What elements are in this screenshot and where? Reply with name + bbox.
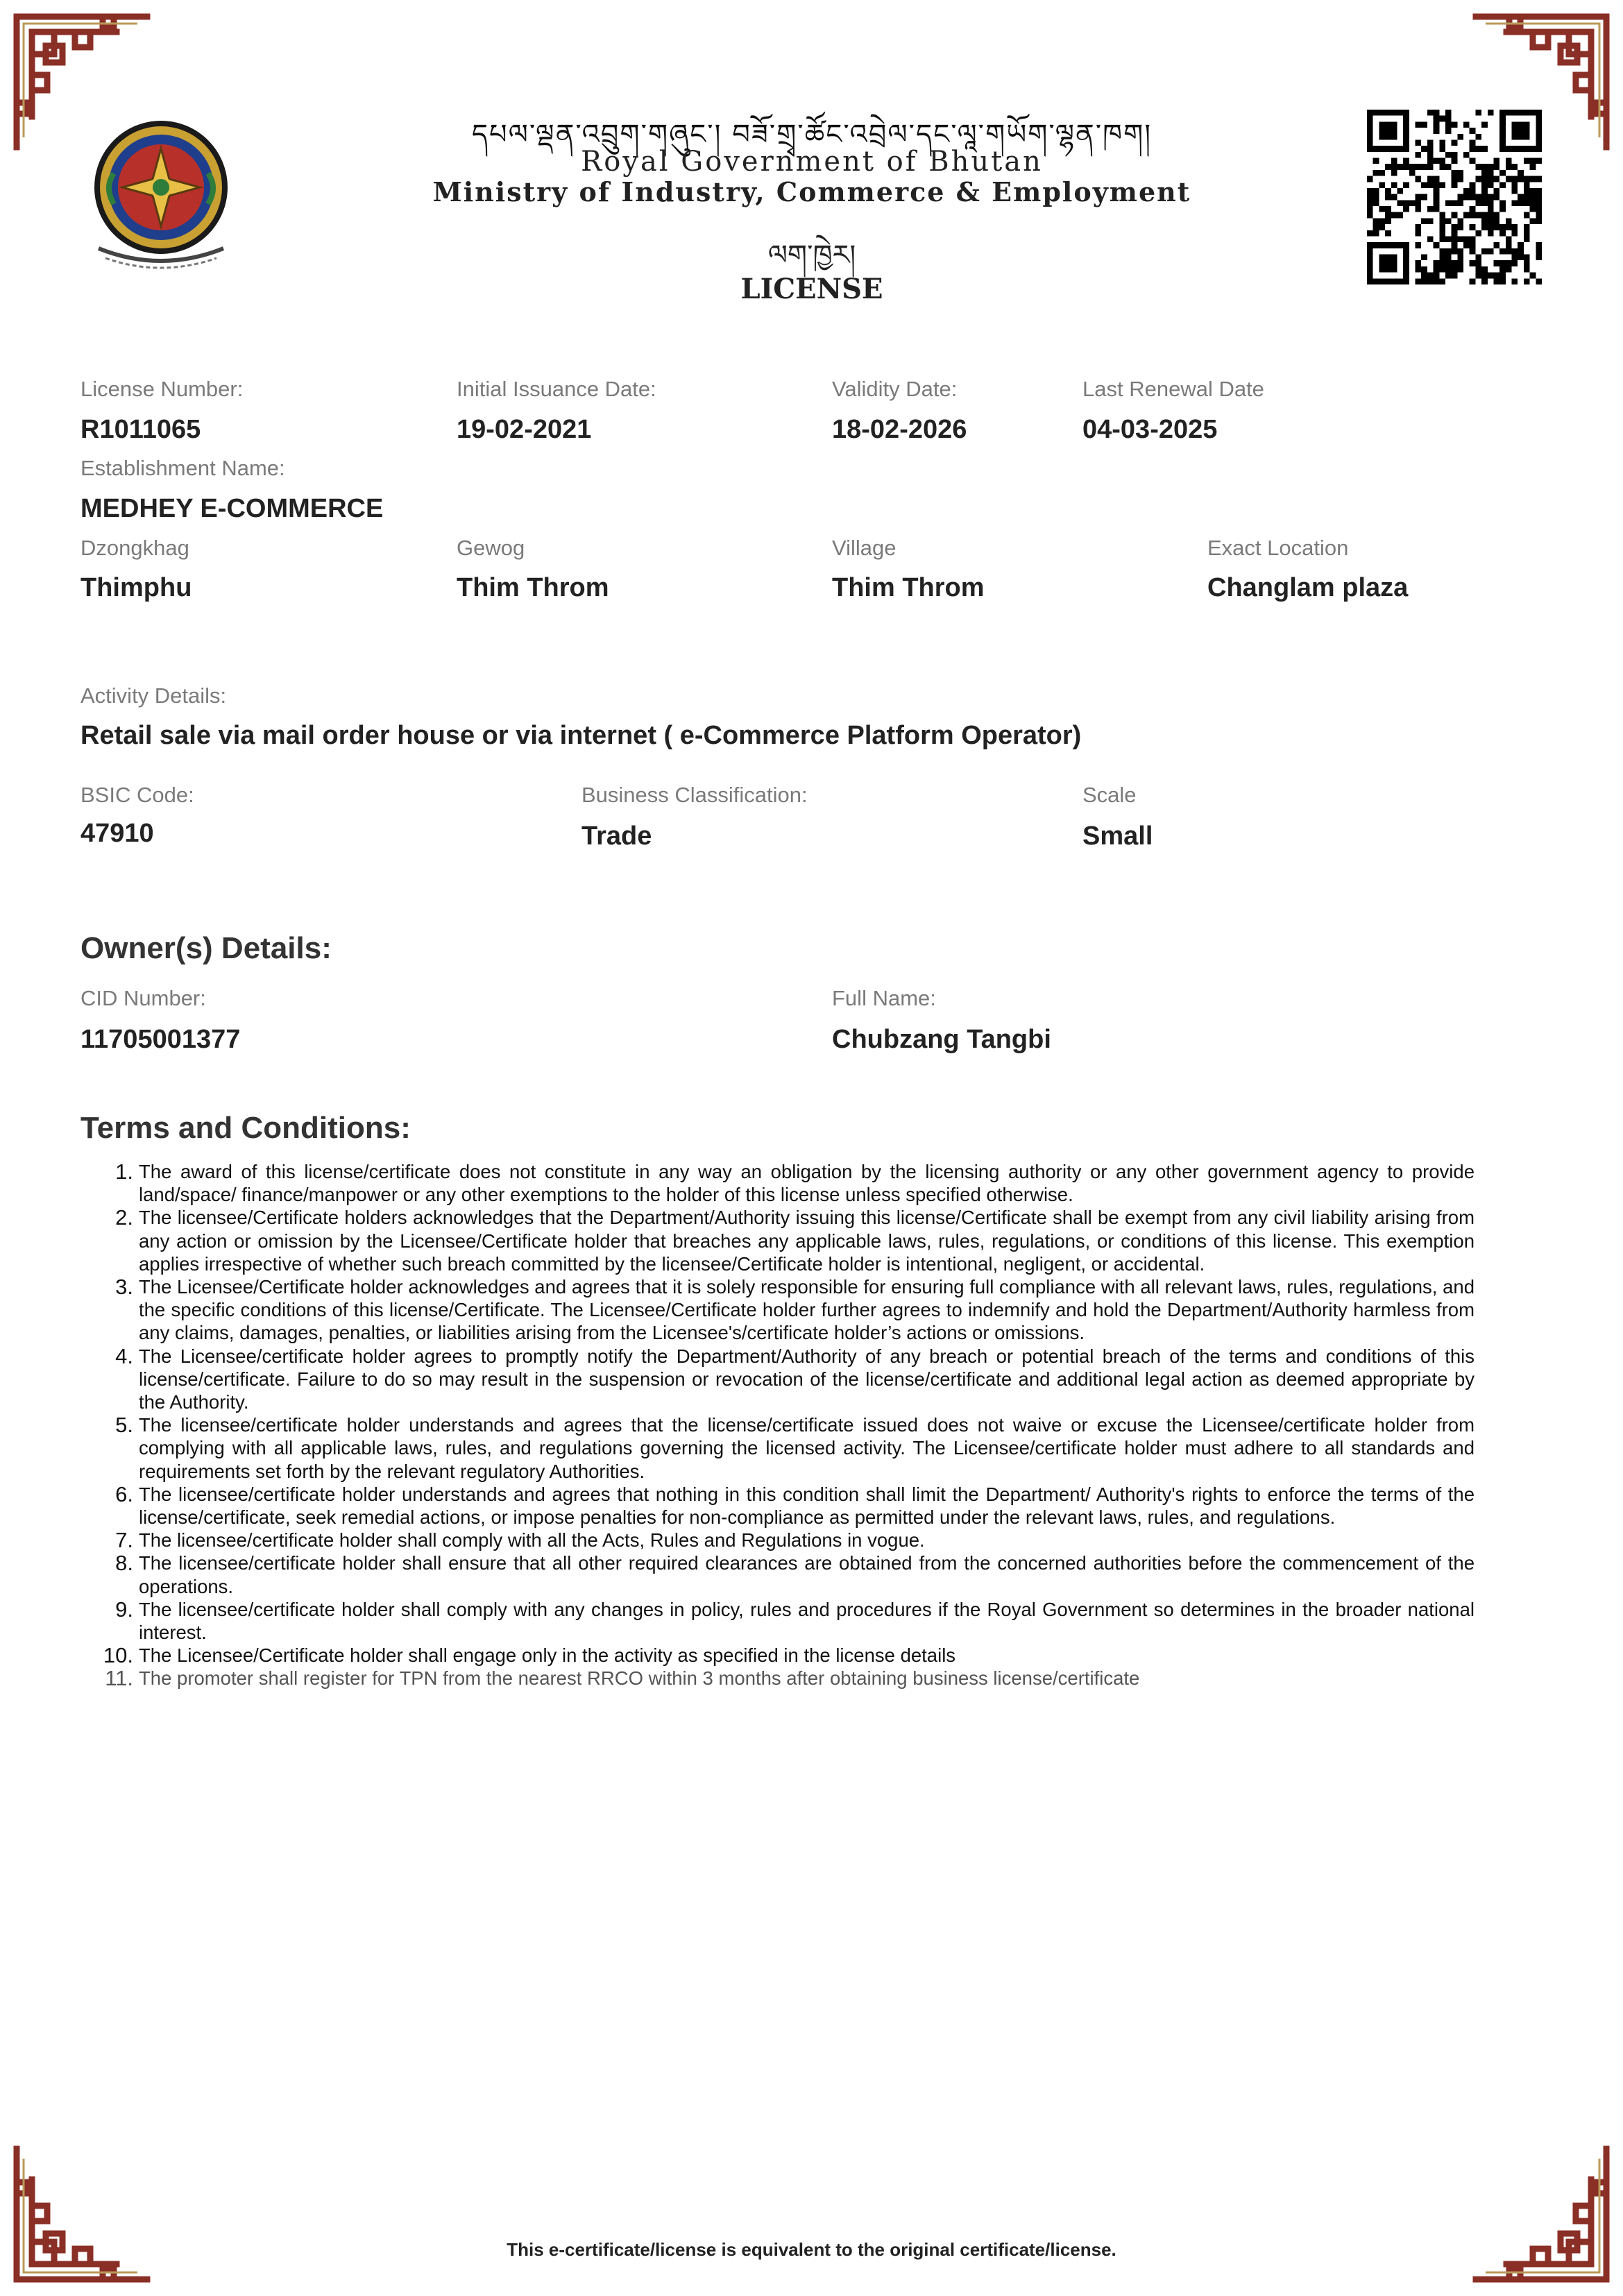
cid-label: CID Number: [80, 986, 206, 1010]
dzongkhag-label: Dzongkhag [80, 536, 189, 560]
term-item: The licensee/certificate holder shall ensure that all other required clearances are obtained from the concerned authorities before the commencement of the operations. [139, 1552, 1475, 1597]
validity-value: 18-02-2026 [832, 415, 967, 444]
scale-value: Small [1082, 822, 1153, 851]
page-title: LICENSE [740, 273, 883, 305]
initial-issuance-label: Initial Issuance Date: [457, 377, 656, 401]
exact-location-label: Exact Location [1207, 536, 1349, 560]
village-label: Village [832, 536, 897, 560]
term-item: The licensee/certificate holder understands and agrees that nothing in this condition shall limit the Department/ Authority's rights to enforce the terms of the license/certificate, seek remedial actions, or impose penalties for non-compliance as permitted under the relevant laws, rules, and regulations. [139, 1483, 1475, 1529]
corner-ornament-icon [1472, 2145, 1611, 2284]
term-item: The award of this license/certificate does not constitute in any way an obligation by the licensing authority or any other government agency to provide land/space/ finance/manpower or any other exemptions to the holder of this license unless specified otherwise. [139, 1161, 1475, 1206]
full-name-value: Chubzang Tangbi [832, 1025, 1051, 1054]
term-item: The licensee/certificate holder understands and agrees that the license/certificate issued does not waive or excuse the Licensee/certificate holder from complying with all applicable laws, rules, and regulations governing the licensed activity. The Licensee/certificate holder must adhere to all standards and requirements set forth by the relevant regulatory Authorities. [139, 1414, 1475, 1482]
establishment-value: MEDHEY E-COMMERCE [80, 494, 384, 523]
government-name: Royal Government of Bhutan [581, 146, 1043, 178]
footer-note: This e-certificate/license is equivalent to the original certificate/license. [507, 2239, 1116, 2260]
qr-code-icon [1367, 110, 1542, 284]
establishment-label: Establishment Name: [80, 456, 285, 480]
last-renewal-label: Last Renewal Date [1082, 377, 1264, 401]
royal-emblem-icon [78, 110, 244, 276]
validity-label: Validity Date: [832, 377, 958, 401]
cid-value: 11705001377 [80, 1025, 241, 1054]
bsic-label: BSIC Code: [80, 783, 194, 807]
term-item: The licensee/certificate holder shall comply with all the Acts, Rules and Regulations in vogue. [139, 1529, 925, 1551]
ministry-name: Ministry of Industry, Commerce & Employment [432, 176, 1191, 207]
activity-value: Retail sale via mail order house or via internet ( e-Commerce Platform Operator) [80, 721, 1082, 750]
activity-label: Activity Details: [80, 683, 227, 708]
initial-issuance-value: 19-02-2021 [457, 415, 592, 444]
term-item: The Licensee/certificate holder agrees to promptly notify the Department/Authority of any breach or potential breach of the terms and conditions of this license/certificate. Failure to do so may result in the suspension or revocation of the license/certificate and additional legal action as deemed appropriate by the Authority. [139, 1345, 1475, 1413]
license-number-value: R1011065 [80, 415, 201, 444]
term-item: The Licensee/Certificate holder acknowledges and agrees that it is solely responsible for ensuring full compliance with all relevant laws, rules, regulations, and the specific conditions of this license/Certificate. The Licensee/Certificate holder further agrees to indemnify and hold the Department/Authority harmless from any claims, damages, penalties, or liabilities arising from the Licensee's/certificate holder’s actions or omissions. [139, 1276, 1475, 1344]
village-value: Thim Throm [832, 573, 985, 602]
gewog-value: Thim Throm [457, 573, 609, 602]
dzongkhag-value: Thimphu [80, 573, 192, 602]
terms-list [80, 1160, 1475, 1690]
classification-label: Business Classification: [581, 783, 808, 807]
classification-value: Trade [581, 822, 652, 851]
bsic-value: 47910 [80, 819, 154, 848]
exact-location-value: Changlam plaza [1207, 573, 1409, 602]
gewog-label: Gewog [457, 536, 525, 560]
term-item: The licensee/Certificate holders acknowledges that the Department/Authority issuing this license/Certificate shall be exempt from any civil liability arising from any action or omission by the Licensee/Certificate holder that breaches any applicable laws, rules, regulations, or conditions of this license. This exemption applies irrespective of whether such breach committed by the licensee/Certificate holder is intentional, negligent, or accidental. [139, 1207, 1475, 1275]
scale-label: Scale [1082, 783, 1137, 807]
corner-ornament-icon [12, 2145, 151, 2284]
term-item: The licensee/certificate holder shall comply with any changes in policy, rules and procedures if the Royal Government so determines in the broader national interest. [139, 1598, 1475, 1644]
last-renewal-value: 04-03-2025 [1082, 415, 1218, 444]
term-item: The promoter shall register for TPN from the nearest RRCO within 3 months after obtaining business license/certificate [139, 1667, 1140, 1690]
license-number-label: License Number: [80, 377, 244, 401]
term-item: The Licensee/Certificate holder shall engage only in the activity as specified in the license details [139, 1644, 956, 1667]
full-name-label: Full Name: [832, 986, 936, 1010]
dzongkha-license-title: ལག་ཁྱེར། [767, 239, 856, 271]
dzongkha-title: དཔལ་ལྡན་འབྲུག་གཞུང་། བཟོ་གྲྭ་ཚོང་འབྲེལ་དང་ལཱ་གཡོག་ལྷན་ཁག། [471, 119, 1153, 151]
terms-heading: Terms and Conditions: [80, 1111, 411, 1145]
owners-heading: Owner(s) Details: [80, 931, 332, 965]
